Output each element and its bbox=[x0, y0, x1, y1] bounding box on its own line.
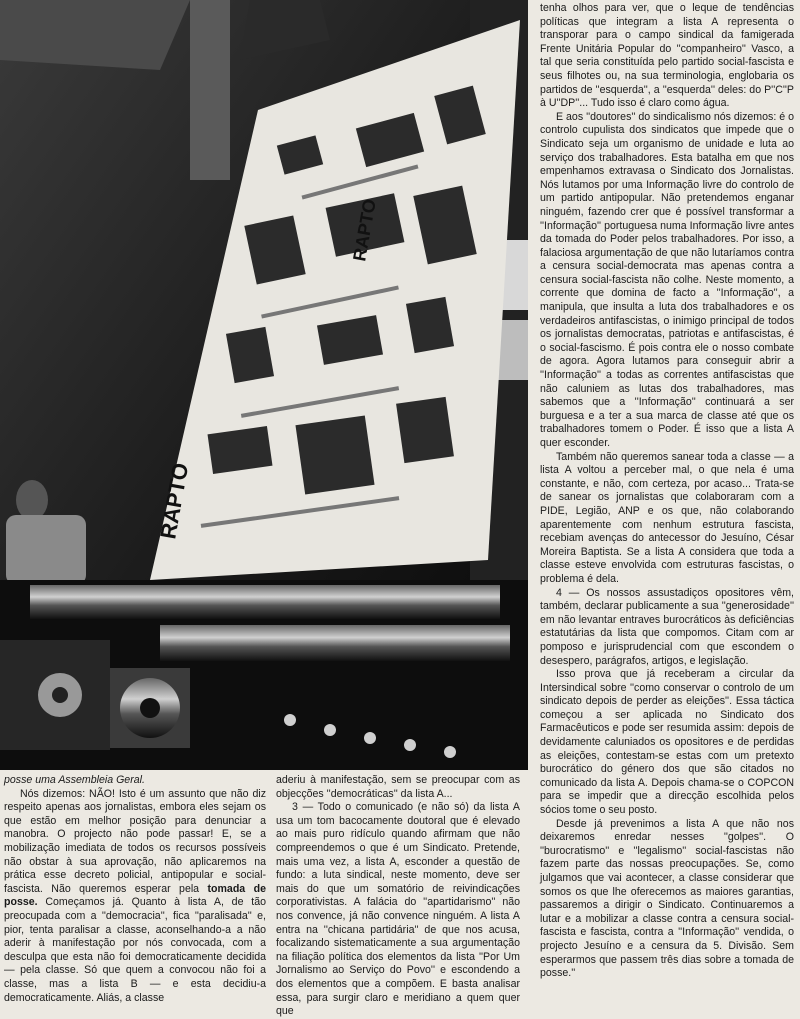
middle-text-column bbox=[276, 774, 520, 1018]
paragraph: E aos ''doutores'' do sindicalismo nós dizemos: é o controlo cupulista dos sindicatos que impede que o Sindicato seja um organismo de unidade e luta ao serviço dos trabalhadores. Esta batalha em que nos empenhamos extravasa o Sindicato dos Jornalistas. Nós lutamos por uma Informação livre do controlo de um partido antipopular. Não pretendemos enganar ninguém, fazendo crer que é possível transformar a ''Informação'' portuguesa numa Informação livre antes da tomada do Poder pelos trabalhadores. Por isso, a falaciosa argumentação de que não lutaríamos contra a censura social-democrata mas apenas contra a censura social-fascista não colhe. Neste momento, a corrente que domina de facto a ''Informação'', a manipula, que insulta a luta dos trabalhadores e os verdadeiros antifascistas, o inimigo principal de todos os jornalistas democratas, patriotas e antifascistas, é o social-fascismo. É pois contra ele o nosso combate de agora. Agora lutamos para conseguir abrir a ''Informação'' a todas as correntes antifascistas que não caluniem as lutas dos trabalhadores, mas sabemos que a ''Informação'' continuará a ser burguesa e a ter a sua marca de classe até que os trabalhadores tomem o Poder. É isso que a lista A quer esconder. bbox=[540, 110, 794, 449]
poster-word-2: RAPTO bbox=[349, 197, 380, 263]
printing-press-photo bbox=[0, 0, 528, 770]
paragraph: Isso prova que já receberam a circular da Intersindical sobre ''como conservar o controlo de um sindicato depois de perder as eleições''. Essa táctica começou a ser aplicada no Sindicato dos Farmacêuticos e pode ser resumida assim: depois de devidamente caluniados os opositores e de perdidas as eleições, contestam-se estas com um pretexto burocrático do género dos que são citados no comunicado da lista A. Depois chama-se o COPCON para se impedir que a direcção escolhida pelos sócios tome o seu posto. bbox=[540, 668, 794, 817]
paragraph-part: Começamos já. Quanto à lista A, de tão preocupada com a ''democracia'', fica ''paralisada'' e, pior, tenta paralisar a classe, aconselhando-a a não aderir à manifestação por nós convocada, com a desculpa que esta não foi democraticamente decidida — pela classe. Só que quem a convocou não foi a classe, mas a lista B — e esta decidiu-a democraticamente. Aliás, a classe bbox=[4, 896, 266, 1004]
paragraph: aderiu à manifestação, sem se preocupar com as objecções ''democráticas'' da lista A... bbox=[276, 774, 520, 800]
paragraph: tenha olhos para ver, que o leque de tendências políticas que integram a lista A representa o transporar para o campo sindical da famigerada Frente Unitária Popular do ''companheiro'' Vasco, a tal que seria constituída pelo partido social-fascista e seus filhotes ou, na sua terminologia, englobaria os partidos de ''esquerda'', a ''esquerda'' deles: do P''C''P à U''DP''... Tudo isso é claro como água. bbox=[540, 2, 794, 110]
lead-italic: posse uma Assembleia Geral. bbox=[4, 774, 145, 786]
paragraph: 3 — Todo o comunicado (e não só) da lista A usa um tom bacocamente doutoral que é elevado ao mais puro ridículo quando afirmam que não compreendemos o que é um Sindicato. Pretende, mais uma vez, a lista A, esconder a questão de fundo: a luta sindical, neste momento, deve ser mais do que um somatório de reivindicações corporativistas. A falácia do ''apartidarismo'' não nos convence, já não convence ninguém. A lista A entra na ''chicana partidária'' de que nos acusa, focalizando sistematicamente a sua argumentação na filiação política dos elementos da lista ''Por Um Jornalismo ao Serviço do Povo'' e escondendo a dos elementos que a compõem. E basta analisar essa, para surgir claro e meridiano a quem quer que bbox=[276, 801, 520, 1018]
paragraph: Desde já prevenimos a lista A que não nos deixaremos enredar nesses ''golpes''. O ''burocratismo'' e ''legalismo'' social-fascistas não fazem parte das nossas preocupações. Se, como julgamos que vai acontecer, a classe considerar que somos os que lhe oferecemos as maiores garantias, passaremos a dirigir o Sindicato. Continuaremos a lutar e a mobilizar a classe contra a censura social-fascista e fascista, contra a ''Informação'' vendida, o projecto Jesuíno e a censura da 5. Divisão. Sem esperarmos que passem três dias sobre a tomada de posse.'' bbox=[540, 817, 794, 980]
left-text-column bbox=[4, 774, 266, 1002]
poster-word: RAPTO bbox=[155, 461, 194, 541]
emphasis-bold: tomada de posse. bbox=[4, 882, 266, 909]
paragraph: Também não queremos sanear toda a classe — a lista A voltou a perceber mal, o que nela é uma constante, e não, com certeza, por acaso... Trata-se de sanear os jornalistas que colaboraram com a PIDE, Legião, ANP e os que, não colaborando aparentemente com nenhum estrutura fascista, recebiam avenças do antecessor do Jesuíno, César Moreira Baptista. Se a lista A considera que toda a classe esteve envolvida com estruturas fascistas, o problema é dela. bbox=[540, 450, 794, 585]
right-text-column bbox=[540, 2, 794, 1000]
paragraph-part: Nós dizemos: NÃO! Isto é um assunto que não diz respeito apenas aos jornalistas, embora eles sejam os que estão em melhor posição para denunciar a manobra. O projecto não pode passar! E, se a mobilização imediata de todos os recursos possíveis não obstar à sua aprovação, não aplicaremos na prática esse decreto policial, antipopular e social-fascista. Não queremos esperar pela bbox=[4, 787, 266, 895]
paragraph: 4 — Os nossos assustadiços opositores vêm, também, declarar publicamente a sua ''generosidade'' em não levantar entraves burocráticos às deficiências estatutárias da lista que compomos. Citam com ar pomposo e jurisprudencial com que escondem o desespero, parágrafos, artigos, e legislação. bbox=[540, 586, 794, 667]
